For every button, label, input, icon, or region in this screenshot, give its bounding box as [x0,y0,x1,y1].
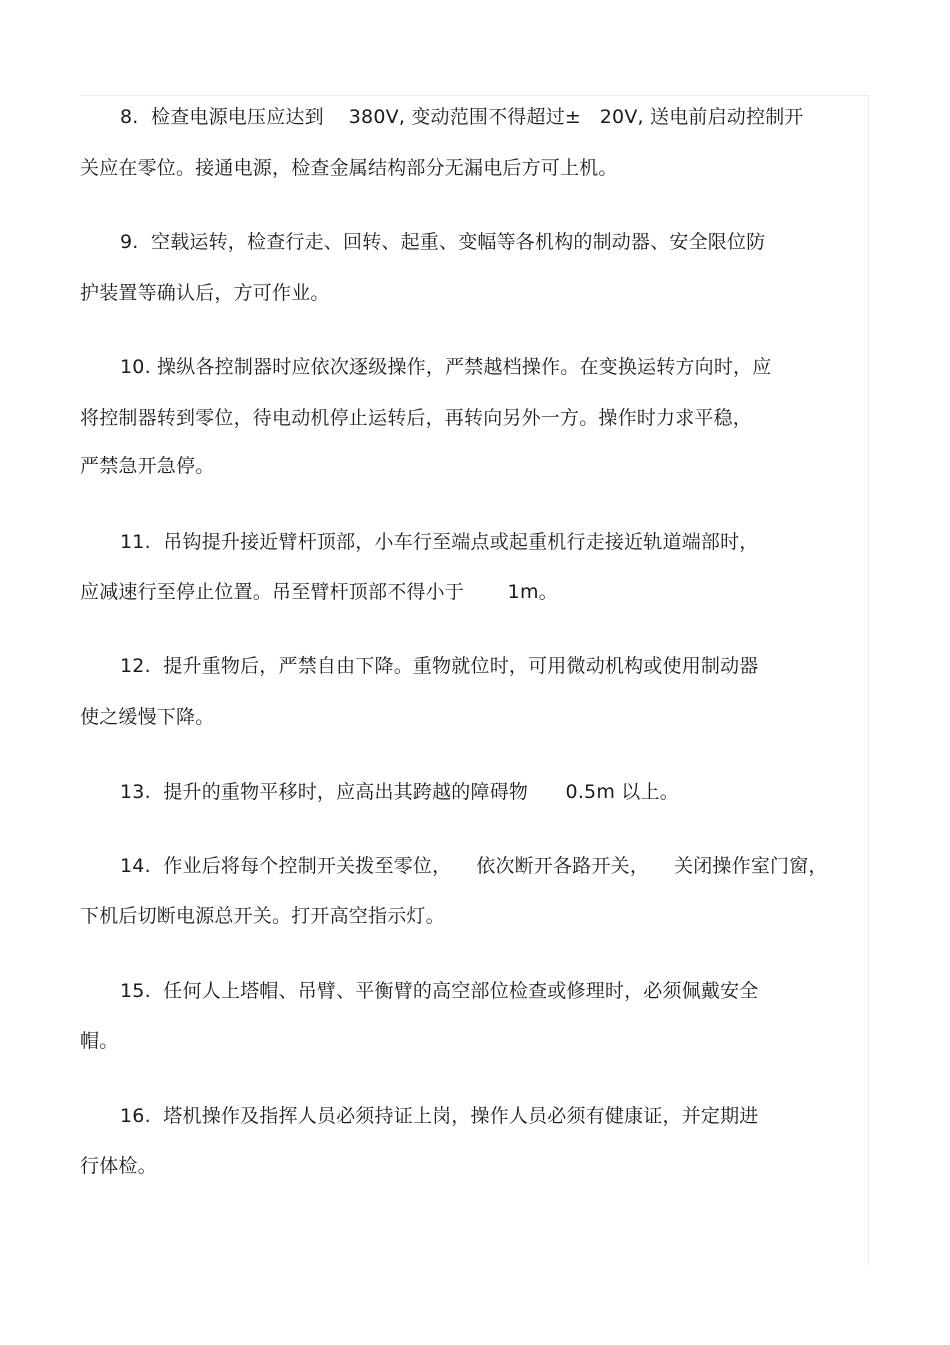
item-16-line-2: 行体检。 [80,1155,157,1177]
item-14-line-1: 14. 作业后将每个控制开关拨至零位， 依次断开各路开关， 关闭操作室门窗， [120,855,828,877]
item-15-line-2: 帽。 [80,1030,119,1052]
item-10-line-2: 将控制器转到零位，待电动机停止运转后，再转向另外一方。操作时力求平稳， [80,407,753,429]
page-border-top [80,95,870,96]
item-12-line-2: 使之缓慢下降。 [80,706,215,728]
item-15-line-1: 15. 任何人上塔帽、吊臂、平衡臂的高空部位检查或修理时，必须佩戴安全 [120,980,759,1002]
item-11-line-2: 应减速行至停止位置。吊至臂杆顶部不得小于 1m。 [80,581,558,603]
item-9-line-2: 护装置等确认后，方可作业。 [80,282,330,304]
item-12-line-1: 12. 提升重物后，严禁自由下降。重物就位时，可用微动机构或使用制动器 [120,655,759,677]
item-13-line-1: 13. 提升的重物平移时，应高出其跨越的障碍物 0.5m 以上。 [120,781,679,803]
item-11-line-1: 11. 吊钩提升接近臂杆顶部，小车行至端点或起重机行走接近轨道端部时， [120,531,759,553]
item-16-line-1: 16. 塔机操作及指挥人员必须持证上岗，操作人员必须有健康证，并定期进 [120,1105,759,1127]
item-9-line-1: 9. 空载运转，检查行走、回转、起重、变幅等各机构的制动器、安全限位防 [120,231,766,253]
item-8-line-2: 关应在零位。接通电源，检查金属结构部分无漏电后方可上机。 [80,157,618,179]
item-8-line-1: 8. 检查电源电压应达到 380V, 变动范围不得超过± 20V, 送电前启动控制开 [120,106,804,128]
item-10-line-3: 严禁急开急停。 [80,455,215,477]
page-border-right [868,95,869,1265]
item-10-line-1: 10. 操纵各控制器时应依次逐级操作，严禁越档操作。在变换运转方向时，应 [120,356,772,378]
item-14-line-2: 下机后切断电源总开关。打开高空指示灯。 [80,905,445,927]
